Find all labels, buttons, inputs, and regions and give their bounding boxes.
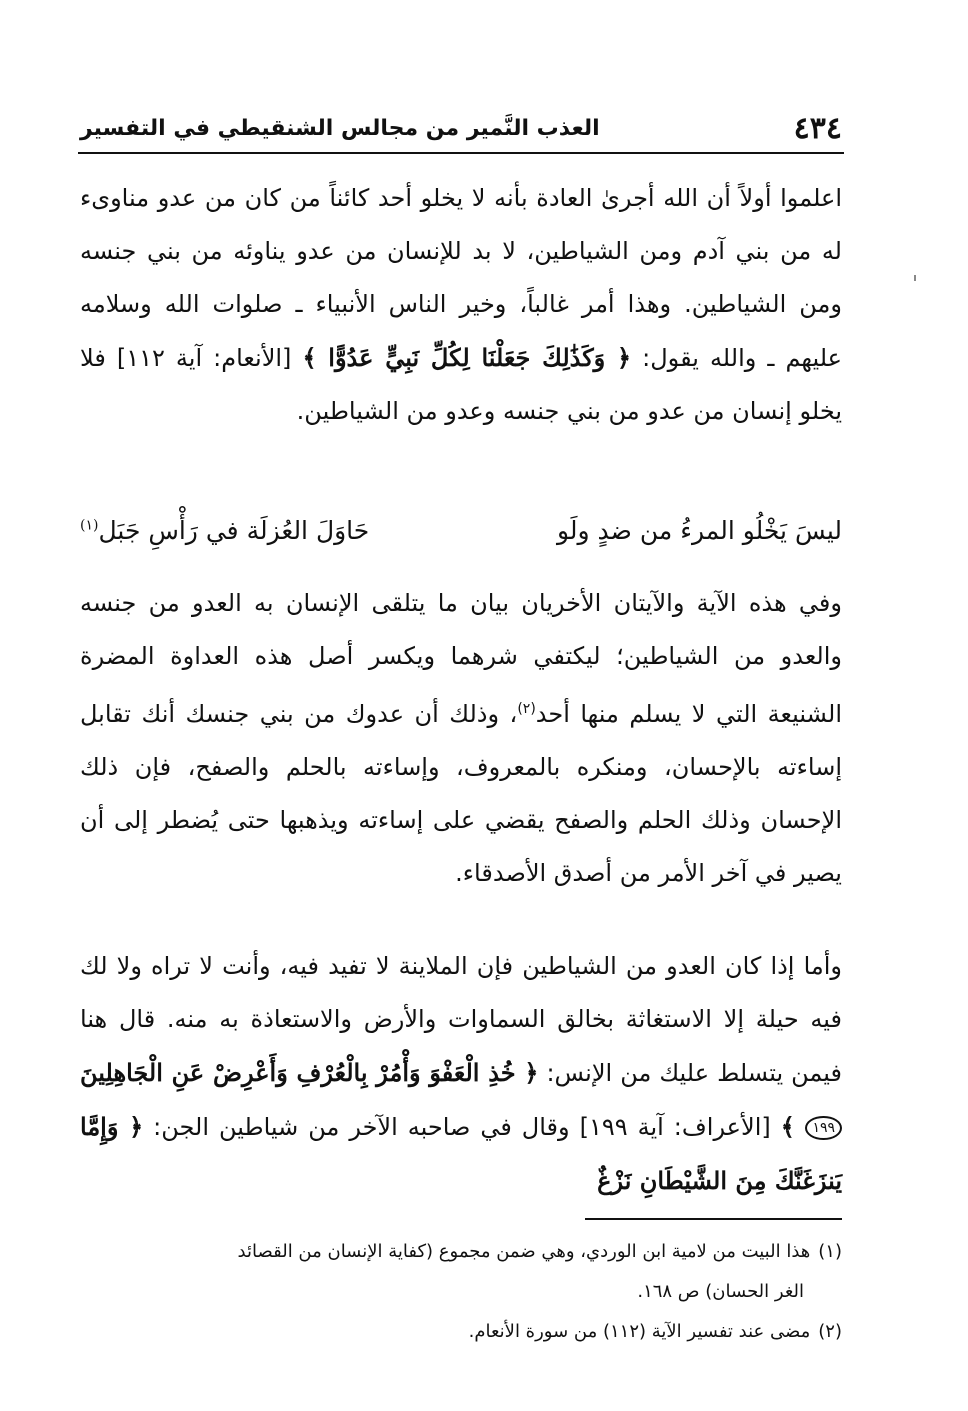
poetry-verse	[80, 500, 842, 560]
footnote-1-continuation	[80, 1272, 842, 1312]
footnote-1-line-1: هذا البيت من لامية ابن الوردي، وهي ضمن مجموع (كفاية الإنسان من القصائد	[237, 1241, 811, 1262]
paragraph-3	[80, 940, 843, 1195]
paragraph-3-text-a: وأما إذا كان العدو من الشياطين فإن الملاينة لا تفيد فيه، وأنت لا تراه ولا لك فيه حيلة إلا الاستغاثة بخالق السماوات والأرض والاستعاذة به منه. قال هنا فيمن يتسلط عليك من الإنس:	[80, 952, 843, 1087]
running-title: العذب النَّمير من مجالس الشنقيطي في التفسير	[80, 115, 600, 141]
paragraph-1-text-b: [الأنعام: آية ١١٢] فلا يخلو إنسان من عدو من بني جنسه وعدو من الشياطين.	[80, 344, 842, 425]
footnote-ref-2[interactable]: (٢)	[517, 701, 536, 717]
quran-quote-araf-close: ﴾	[780, 1112, 806, 1141]
quran-quote-nazgh: ﴿ وَإِمَّا يَنزَغَنَّكَ مِنَ الشَّيْطَانِ نَزْغٌ	[80, 1112, 842, 1195]
paragraph-1	[80, 172, 842, 502]
footnote-2	[80, 1312, 842, 1352]
paragraph-3-text-b: [الأعراف: آية ١٩٩] وقال في صاحبه الآخر من شياطين الجن:	[143, 1113, 781, 1141]
paragraph-2	[80, 577, 842, 927]
footnote-ref-1[interactable]: (١)	[80, 517, 99, 534]
footnotes	[80, 1232, 842, 1352]
footnote-1-line-2: الغر الحسان) ص ١٦٨.	[637, 1281, 804, 1302]
paragraph-2-text-a: وفي هذه الآية والآيتان الأخريان بيان ما يتلقى الإنسان به العدو من جنسه والعدو من الشياطين؛ ليكتفي شرهما ويكسر أصل هذه العداوة المضرة الشنيعة التي لا يسلم منها أحد	[80, 589, 842, 728]
page-header	[80, 108, 842, 148]
footnote-2-label: (٢)	[818, 1321, 842, 1342]
verse-hemistich-2-wrap	[80, 516, 369, 545]
verse-hemistich-2: حَاوَلَ العُزلَة في رَأْسِ جَبَل	[98, 515, 370, 545]
quran-quote-anam: ﴿ وَكَذَٰلِكَ جَعَلْنَا لِكُلِّ نَبِيٍّ عَدُوًّا ﴾	[302, 343, 632, 372]
footnote-separator	[585, 1218, 842, 1220]
header-rule	[78, 152, 844, 154]
paragraph-1-text-a: اعلموا أولاً أن الله أجرىٰ العادة بأنه لا يخلو أحد كائناً من كان من عدو مناوىء له من بني آدم ومن الشياطين، لا بد للإنسان من عدو يناوئه من بني جنسه ومن الشياطين. وهذا أمر غالباً، وخير الناس الأنبياء ـ صلوات الله وسلامه عليهم ـ والله يقول:	[80, 184, 842, 372]
margin-speck	[914, 275, 916, 281]
footnote-2-line-1: مضى عند تفسير الآية (١١٢) من سورة الأنعام.	[468, 1321, 811, 1342]
verse-hemistich-1: ليسَ يَخْلُو المرءُ من ضدٍ ولَو	[557, 515, 842, 545]
aya-number-marker: ١٩٩	[805, 1116, 842, 1140]
quran-quote-araf: ﴿ خُذِ الْعَفْوَ وَأْمُرْ بِالْعُرْفِ وَأَعْرِضْ عَنِ الْجَاهِلِينَ	[80, 1058, 539, 1087]
page-number: ٤٣٤	[793, 110, 842, 146]
footnote-1-label: (١)	[818, 1241, 842, 1262]
paragraph-2-text-b: ، وذلك أن عدوك من بني جنسك أنك تقابل إساءته بالإحسان، ومنكره بالمعروف، وإساءته بالحلم والصفح، فإن ذلك الإحسان وذلك الحلم والصفح يقضي على إساءته ويذهبها حتى يُضطر إلى أن يصير في آخر الأمر من أصدق الأصدقاء.	[80, 700, 842, 887]
footnote-1	[80, 1232, 842, 1272]
